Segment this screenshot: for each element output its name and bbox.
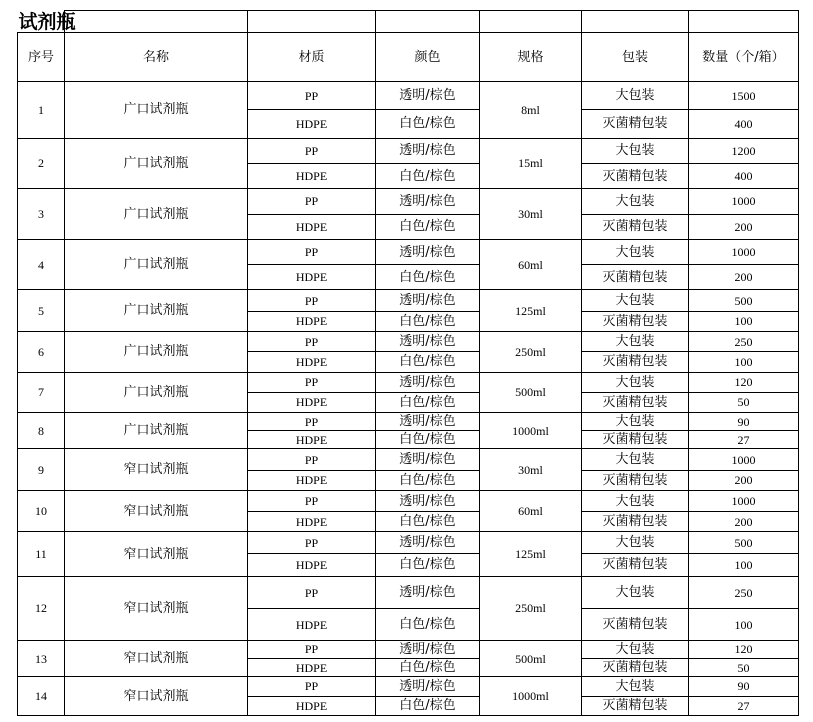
package-cell: 大包装 <box>582 332 689 352</box>
material-cell: PP <box>248 332 376 352</box>
package-cell: 大包装 <box>582 138 689 163</box>
product-name: 广口试剂瓶 <box>65 81 248 138</box>
product-name: 窄口试剂瓶 <box>65 490 248 532</box>
package-cell: 大包装 <box>582 189 689 214</box>
color-cell: 白色/棕色 <box>376 470 480 490</box>
color-cell: 白色/棕色 <box>376 392 480 412</box>
package-cell: 灭菌精包装 <box>582 163 689 188</box>
table-row <box>18 532 799 553</box>
table-row <box>18 490 799 511</box>
row-number: 6 <box>18 332 65 373</box>
color-cell: 白色/棕色 <box>376 110 480 138</box>
product-name: 广口试剂瓶 <box>65 138 248 189</box>
header-color: 颜色 <box>376 33 480 82</box>
material-cell: HDPE <box>248 609 376 640</box>
product-name: 窄口试剂瓶 <box>65 449 248 491</box>
table-row <box>18 677 799 696</box>
spec-cell: 15ml <box>480 138 582 189</box>
package-cell: 灭菌精包装 <box>582 512 689 532</box>
package-cell: 大包装 <box>582 413 689 431</box>
table-row <box>18 577 799 609</box>
quantity-cell: 200 <box>689 470 799 490</box>
color-cell: 透明/棕色 <box>376 413 480 431</box>
table-row <box>18 413 799 431</box>
product-name: 广口试剂瓶 <box>65 372 248 413</box>
reagent-bottle-table <box>17 10 799 716</box>
material-cell: HDPE <box>248 696 376 716</box>
material-cell: PP <box>248 677 376 696</box>
material-cell: PP <box>248 413 376 431</box>
quantity-cell: 120 <box>689 640 799 658</box>
table-title: 试剂瓶 <box>18 11 76 34</box>
header-name: 名称 <box>65 33 248 82</box>
quantity-cell: 200 <box>689 214 799 239</box>
table-row <box>18 449 799 470</box>
table-row <box>18 239 799 264</box>
quantity-cell: 400 <box>689 110 799 138</box>
spec-cell: 250ml <box>480 577 582 641</box>
package-cell: 灭菌精包装 <box>582 352 689 372</box>
quantity-cell: 100 <box>689 352 799 372</box>
spec-cell: 30ml <box>480 449 582 491</box>
spec-cell: 125ml <box>480 532 582 577</box>
title-row-cell <box>582 11 689 33</box>
spec-cell: 1000ml <box>480 677 582 716</box>
color-cell: 白色/棕色 <box>376 659 480 677</box>
material-cell: PP <box>248 490 376 511</box>
material-cell: HDPE <box>248 110 376 138</box>
product-name: 窄口试剂瓶 <box>65 640 248 676</box>
color-cell: 白色/棕色 <box>376 352 480 372</box>
quantity-cell: 1000 <box>689 449 799 470</box>
row-number: 10 <box>18 490 65 532</box>
color-cell: 白色/棕色 <box>376 265 480 290</box>
color-cell: 白色/棕色 <box>376 431 480 449</box>
material-cell: HDPE <box>248 265 376 290</box>
color-cell: 透明/棕色 <box>376 577 480 609</box>
material-cell: PP <box>248 239 376 264</box>
color-cell: 透明/棕色 <box>376 372 480 392</box>
quantity-cell: 27 <box>689 431 799 449</box>
table-row <box>18 332 799 352</box>
product-name: 广口试剂瓶 <box>65 413 248 449</box>
quantity-cell: 100 <box>689 609 799 640</box>
package-cell: 大包装 <box>582 239 689 264</box>
color-cell: 透明/棕色 <box>376 239 480 264</box>
title-row-cell <box>248 11 376 33</box>
quantity-cell: 50 <box>689 392 799 412</box>
title-row-cell <box>376 11 480 33</box>
color-cell: 白色/棕色 <box>376 553 480 576</box>
header-spec: 规格 <box>480 33 582 82</box>
package-cell: 灭菌精包装 <box>582 553 689 576</box>
quantity-cell: 200 <box>689 512 799 532</box>
material-cell: PP <box>248 640 376 658</box>
quantity-cell: 1200 <box>689 138 799 163</box>
spec-cell: 1000ml <box>480 413 582 449</box>
quantity-cell: 1500 <box>689 81 799 109</box>
material-cell: HDPE <box>248 392 376 412</box>
row-number: 1 <box>18 81 65 138</box>
color-cell: 白色/棕色 <box>376 163 480 188</box>
material-cell: HDPE <box>248 163 376 188</box>
color-cell: 白色/棕色 <box>376 609 480 640</box>
package-cell: 灭菌精包装 <box>582 392 689 412</box>
row-number: 12 <box>18 577 65 641</box>
quantity-cell: 250 <box>689 332 799 352</box>
quantity-cell: 90 <box>689 413 799 431</box>
spec-cell: 60ml <box>480 490 582 532</box>
row-number: 4 <box>18 239 65 290</box>
title-row-cell <box>480 11 582 33</box>
quantity-cell: 500 <box>689 290 799 311</box>
spec-cell: 8ml <box>480 81 582 138</box>
quantity-cell: 1000 <box>689 239 799 264</box>
color-cell: 白色/棕色 <box>376 214 480 239</box>
quantity-cell: 1000 <box>689 490 799 511</box>
quantity-cell: 50 <box>689 659 799 677</box>
material-cell: PP <box>248 81 376 109</box>
color-cell: 透明/棕色 <box>376 81 480 109</box>
spec-cell: 60ml <box>480 239 582 290</box>
color-cell: 透明/棕色 <box>376 640 480 658</box>
header-no: 序号 <box>18 33 65 82</box>
quantity-cell: 1000 <box>689 189 799 214</box>
package-cell: 大包装 <box>582 577 689 609</box>
material-cell: HDPE <box>248 470 376 490</box>
color-cell: 透明/棕色 <box>376 332 480 352</box>
package-cell: 大包装 <box>582 449 689 470</box>
package-cell: 大包装 <box>582 81 689 109</box>
color-cell: 透明/棕色 <box>376 490 480 511</box>
product-name: 广口试剂瓶 <box>65 189 248 240</box>
quantity-cell: 250 <box>689 577 799 609</box>
material-cell: HDPE <box>248 311 376 331</box>
header-row <box>18 33 799 82</box>
quantity-cell: 27 <box>689 696 799 716</box>
spec-cell: 125ml <box>480 290 582 332</box>
package-cell: 大包装 <box>582 640 689 658</box>
package-cell: 大包装 <box>582 290 689 311</box>
package-cell: 灭菌精包装 <box>582 470 689 490</box>
color-cell: 透明/棕色 <box>376 449 480 470</box>
product-name: 广口试剂瓶 <box>65 290 248 332</box>
header-quantity: 数量（个/箱） <box>689 33 799 82</box>
table-row <box>18 290 799 311</box>
row-number: 9 <box>18 449 65 491</box>
header-material: 材质 <box>248 33 376 82</box>
row-number: 14 <box>18 677 65 716</box>
material-cell: HDPE <box>248 214 376 239</box>
row-number: 8 <box>18 413 65 449</box>
table-row <box>18 138 799 163</box>
product-name: 窄口试剂瓶 <box>65 677 248 716</box>
material-cell: PP <box>248 138 376 163</box>
product-name: 窄口试剂瓶 <box>65 532 248 577</box>
header-package: 包装 <box>582 33 689 82</box>
package-cell: 大包装 <box>582 532 689 553</box>
spec-cell: 30ml <box>480 189 582 240</box>
row-number: 13 <box>18 640 65 676</box>
title-row-cell <box>689 11 799 33</box>
table-body <box>18 11 799 716</box>
package-cell: 大包装 <box>582 372 689 392</box>
material-cell: HDPE <box>248 659 376 677</box>
quantity-cell: 100 <box>689 553 799 576</box>
table-row <box>18 640 799 658</box>
material-cell: HDPE <box>248 512 376 532</box>
table-row <box>18 189 799 214</box>
table-row <box>18 81 799 109</box>
color-cell: 白色/棕色 <box>376 311 480 331</box>
material-cell: PP <box>248 449 376 470</box>
package-cell: 灭菌精包装 <box>582 110 689 138</box>
material-cell: PP <box>248 532 376 553</box>
product-name: 广口试剂瓶 <box>65 332 248 373</box>
package-cell: 大包装 <box>582 490 689 511</box>
package-cell: 灭菌精包装 <box>582 696 689 716</box>
color-cell: 透明/棕色 <box>376 677 480 696</box>
color-cell: 透明/棕色 <box>376 189 480 214</box>
row-number: 2 <box>18 138 65 189</box>
spec-cell: 500ml <box>480 640 582 676</box>
material-cell: PP <box>248 290 376 311</box>
package-cell: 大包装 <box>582 677 689 696</box>
spec-cell: 250ml <box>480 332 582 373</box>
package-cell: 灭菌精包装 <box>582 431 689 449</box>
title-row <box>18 11 799 33</box>
color-cell: 透明/棕色 <box>376 138 480 163</box>
material-cell: HDPE <box>248 431 376 449</box>
product-name: 广口试剂瓶 <box>65 239 248 290</box>
quantity-cell: 500 <box>689 532 799 553</box>
material-cell: PP <box>248 577 376 609</box>
color-cell: 透明/棕色 <box>376 290 480 311</box>
package-cell: 灭菌精包装 <box>582 265 689 290</box>
row-number: 3 <box>18 189 65 240</box>
product-name: 窄口试剂瓶 <box>65 577 248 641</box>
material-cell: PP <box>248 189 376 214</box>
quantity-cell: 100 <box>689 311 799 331</box>
material-cell: PP <box>248 372 376 392</box>
quantity-cell: 120 <box>689 372 799 392</box>
quantity-cell: 90 <box>689 677 799 696</box>
row-number: 7 <box>18 372 65 413</box>
material-cell: HDPE <box>248 352 376 372</box>
package-cell: 灭菌精包装 <box>582 609 689 640</box>
color-cell: 透明/棕色 <box>376 532 480 553</box>
color-cell: 白色/棕色 <box>376 696 480 716</box>
row-number: 5 <box>18 290 65 332</box>
quantity-cell: 400 <box>689 163 799 188</box>
package-cell: 灭菌精包装 <box>582 311 689 331</box>
spec-cell: 500ml <box>480 372 582 413</box>
color-cell: 白色/棕色 <box>376 512 480 532</box>
row-number: 11 <box>18 532 65 577</box>
table-row <box>18 372 799 392</box>
material-cell: HDPE <box>248 553 376 576</box>
title-row-cell <box>65 11 248 33</box>
package-cell: 灭菌精包装 <box>582 659 689 677</box>
quantity-cell: 200 <box>689 265 799 290</box>
package-cell: 灭菌精包装 <box>582 214 689 239</box>
